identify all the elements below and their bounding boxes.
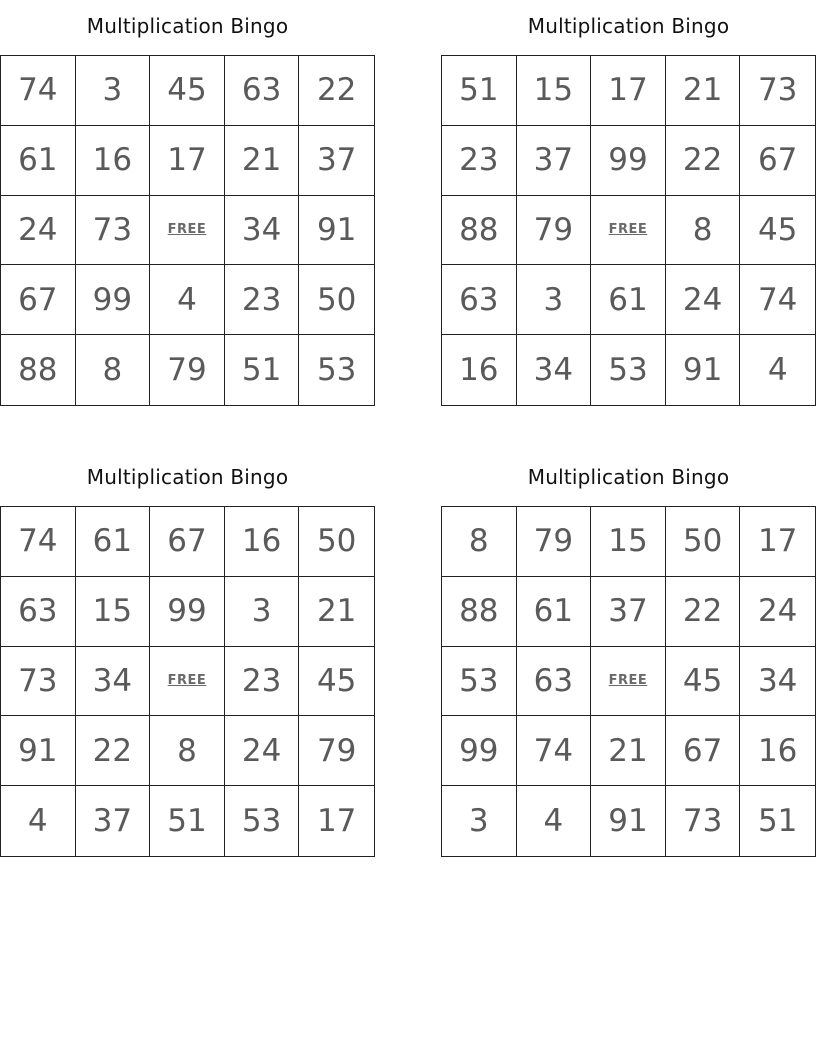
bingo-cell: 16 xyxy=(76,126,151,196)
bingo-cell: 50 xyxy=(299,265,374,335)
bingo-cell: 73 xyxy=(740,56,815,126)
bingo-cell: 23 xyxy=(442,126,517,196)
bingo-cell: 21 xyxy=(666,56,741,126)
bingo-cell: 67 xyxy=(150,507,225,577)
bingo-cell: 51 xyxy=(757,803,798,840)
bingo-cell: 4 xyxy=(517,786,592,856)
bingo-cell: 91 xyxy=(591,786,666,856)
bingo-cell: 37 xyxy=(299,126,374,196)
bingo-cell: 37 xyxy=(76,786,151,856)
bingo-cell: 63 xyxy=(225,56,300,126)
bingo-cell: 74 xyxy=(517,716,592,786)
bingo-cell: 3 xyxy=(517,265,592,335)
bingo-cell: 8 xyxy=(150,716,225,786)
card-title: Multiplication Bingo xyxy=(86,14,289,38)
bingo-cell: 53 xyxy=(591,335,666,405)
bingo-cell: 8 xyxy=(76,335,151,405)
bingo-cell: 34 xyxy=(225,196,300,266)
bingo-cell: 67 xyxy=(740,126,815,196)
bingo-cell: 88 xyxy=(442,577,517,647)
bingo-cell: 23 xyxy=(225,647,300,717)
bingo-cell: 37 xyxy=(591,577,666,647)
bingo-grid xyxy=(0,55,375,406)
bingo-cell: 99 xyxy=(591,126,666,196)
bingo-cell: 51 xyxy=(442,56,517,126)
bingo-cell: 45 xyxy=(666,647,741,717)
free-space: FREE xyxy=(591,647,666,717)
card-title: Multiplication Bingo xyxy=(86,465,289,489)
bingo-cell: 99 xyxy=(150,577,225,647)
bingo-cell: 24 xyxy=(225,716,300,786)
bingo-cell: 17 xyxy=(316,803,357,840)
bingo-cell: 37 xyxy=(517,126,592,196)
bingo-cell: 34 xyxy=(517,335,592,405)
bingo-cell: 8 xyxy=(666,196,741,266)
bingo-cell: 67 xyxy=(1,265,76,335)
bingo-cell: 51 xyxy=(150,786,225,856)
bingo-cell: 88 xyxy=(1,335,76,405)
bingo-cell: 53 xyxy=(225,786,300,856)
bingo-cell: 91 xyxy=(299,196,374,266)
bingo-cell: 63 xyxy=(1,577,76,647)
bingo-cell: 63 xyxy=(517,647,592,717)
bingo-cell: 17 xyxy=(740,507,815,577)
free-space: FREE xyxy=(150,196,225,266)
bingo-cell: 99 xyxy=(76,265,151,335)
bingo-cell: 24 xyxy=(1,196,76,266)
bingo-cell: 8 xyxy=(442,507,517,577)
card-title: Multiplication Bingo xyxy=(527,465,730,489)
bingo-grid xyxy=(0,506,375,857)
bingo-cell: 24 xyxy=(740,577,815,647)
bingo-cell: 21 xyxy=(591,716,666,786)
bingo-cell: 50 xyxy=(299,507,374,577)
bingo-cell: 17 xyxy=(150,126,225,196)
bingo-cell: 79 xyxy=(150,335,225,405)
card-title: Multiplication Bingo xyxy=(527,14,730,38)
bingo-cell: 91 xyxy=(1,716,76,786)
bingo-cell: 74 xyxy=(1,507,76,577)
bingo-cell: 16 xyxy=(740,716,815,786)
bingo-cell: 21 xyxy=(299,577,374,647)
bingo-cell: 15 xyxy=(591,507,666,577)
bingo-cell: 16 xyxy=(225,507,300,577)
bingo-cell: 53 xyxy=(442,647,517,717)
bingo-cell: 22 xyxy=(666,126,741,196)
bingo-cell: 79 xyxy=(299,716,374,786)
bingo-cell: 3 xyxy=(225,577,300,647)
bingo-cell: 4 xyxy=(767,352,788,389)
bingo-cell: 23 xyxy=(225,265,300,335)
bingo-cell: 50 xyxy=(666,507,741,577)
bingo-cell: 88 xyxy=(442,196,517,266)
bingo-grid xyxy=(441,506,816,857)
bingo-cell: 74 xyxy=(1,56,76,126)
bingo-cell: 61 xyxy=(76,507,151,577)
bingo-cell: 61 xyxy=(1,126,76,196)
bingo-cell: 61 xyxy=(517,577,592,647)
free-space: FREE xyxy=(591,196,666,266)
bingo-cell: 4 xyxy=(1,786,76,856)
bingo-cell: 73 xyxy=(666,786,741,856)
bingo-cell: 51 xyxy=(225,335,300,405)
bingo-cell: 74 xyxy=(740,265,815,335)
bingo-cell: 3 xyxy=(442,786,517,856)
bingo-cell: 73 xyxy=(1,647,76,717)
bingo-cell: 34 xyxy=(76,647,151,717)
bingo-grid xyxy=(441,55,816,406)
bingo-cell: 45 xyxy=(150,56,225,126)
bingo-cell: 61 xyxy=(591,265,666,335)
bingo-cell: 73 xyxy=(76,196,151,266)
bingo-cell: 22 xyxy=(76,716,151,786)
bingo-cell: 4 xyxy=(150,265,225,335)
bingo-cell: 22 xyxy=(299,56,374,126)
bingo-cell: 45 xyxy=(740,196,815,266)
bingo-cell: 79 xyxy=(517,507,592,577)
bingo-cell: 79 xyxy=(517,196,592,266)
bingo-cell: 45 xyxy=(299,647,374,717)
bingo-cell: 24 xyxy=(666,265,741,335)
free-space: FREE xyxy=(150,647,225,717)
bingo-cell: 3 xyxy=(76,56,151,126)
bingo-cell: 63 xyxy=(442,265,517,335)
bingo-cell: 67 xyxy=(666,716,741,786)
bingo-cell: 15 xyxy=(517,56,592,126)
bingo-cell: 34 xyxy=(740,647,815,717)
bingo-cell: 16 xyxy=(442,335,517,405)
bingo-cell: 99 xyxy=(442,716,517,786)
bingo-cell: 17 xyxy=(591,56,666,126)
bingo-cell: 91 xyxy=(666,335,741,405)
bingo-cell: 53 xyxy=(316,352,357,389)
bingo-cell: 15 xyxy=(76,577,151,647)
bingo-cell: 21 xyxy=(225,126,300,196)
bingo-cell: 22 xyxy=(666,577,741,647)
